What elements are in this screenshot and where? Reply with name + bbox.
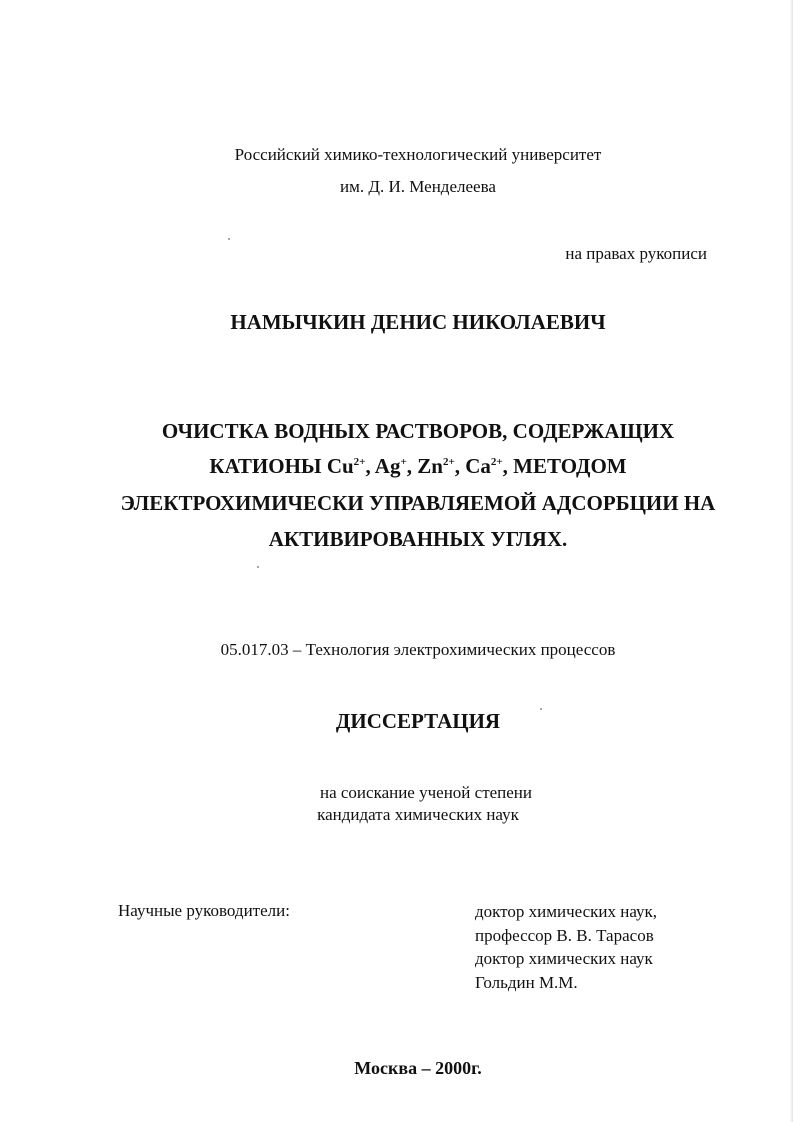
cation-ag: Ag+, [374, 454, 418, 478]
degree-purpose: на соискание ученой степени [319, 783, 533, 802]
manuscript-note: на правах рукописи [565, 244, 707, 263]
specialty-code: 05.017.03 – Технология электрохимических процессов [220, 640, 616, 659]
title-cations-prefix: КАТИОНЫ [209, 454, 327, 478]
cation-cu: $Cu^{2+}$, [326, 454, 375, 478]
city-year: Москва – 2000г. [354, 1058, 482, 1078]
cation-ca: $Ca^{2+}$, [465, 454, 514, 478]
supervisor-line: профессор В. В. Тарасов [475, 925, 654, 945]
title-line-2 [0, 453, 793, 479]
document-type: ДИССЕРТАЦИЯ [335, 709, 501, 733]
author-name: НАМЫЧКИН ДЕНИС НИКОЛАЕВИЧ [230, 310, 606, 334]
title-method-word: МЕТОДОМ [513, 454, 627, 478]
university-dedication: им. Д. И. Менделеева [340, 177, 496, 196]
supervisor-line: доктор химических наук, [475, 902, 658, 921]
cation-zn: $Zn^{2+}$, [417, 454, 466, 478]
supervisors-label: Научные руководители: [118, 901, 290, 920]
title-line-4: АКТИВИРОВАННЫХ УГЛЯХ. [268, 527, 568, 551]
title-line-3: ЭЛЕКТРОХИМИЧЕСКИ УПРАВЛЯЕМОЙ АДСОРБЦИИ НА [120, 491, 716, 515]
degree-name: кандидата химических наук [317, 805, 519, 824]
scan-speck [257, 566, 259, 568]
university-name: Российский химико-технологический университет [234, 145, 602, 164]
supervisor-line: Гольдин М.М. [475, 972, 578, 992]
supervisor-line: доктор химических наук [475, 949, 653, 968]
scan-speck [228, 238, 230, 240]
supervisors-list [475, 900, 657, 994]
title-line-1: ОЧИСТКА ВОДНЫХ РАСТВОРОВ, СОДЕРЖАЩИХ [161, 419, 675, 443]
